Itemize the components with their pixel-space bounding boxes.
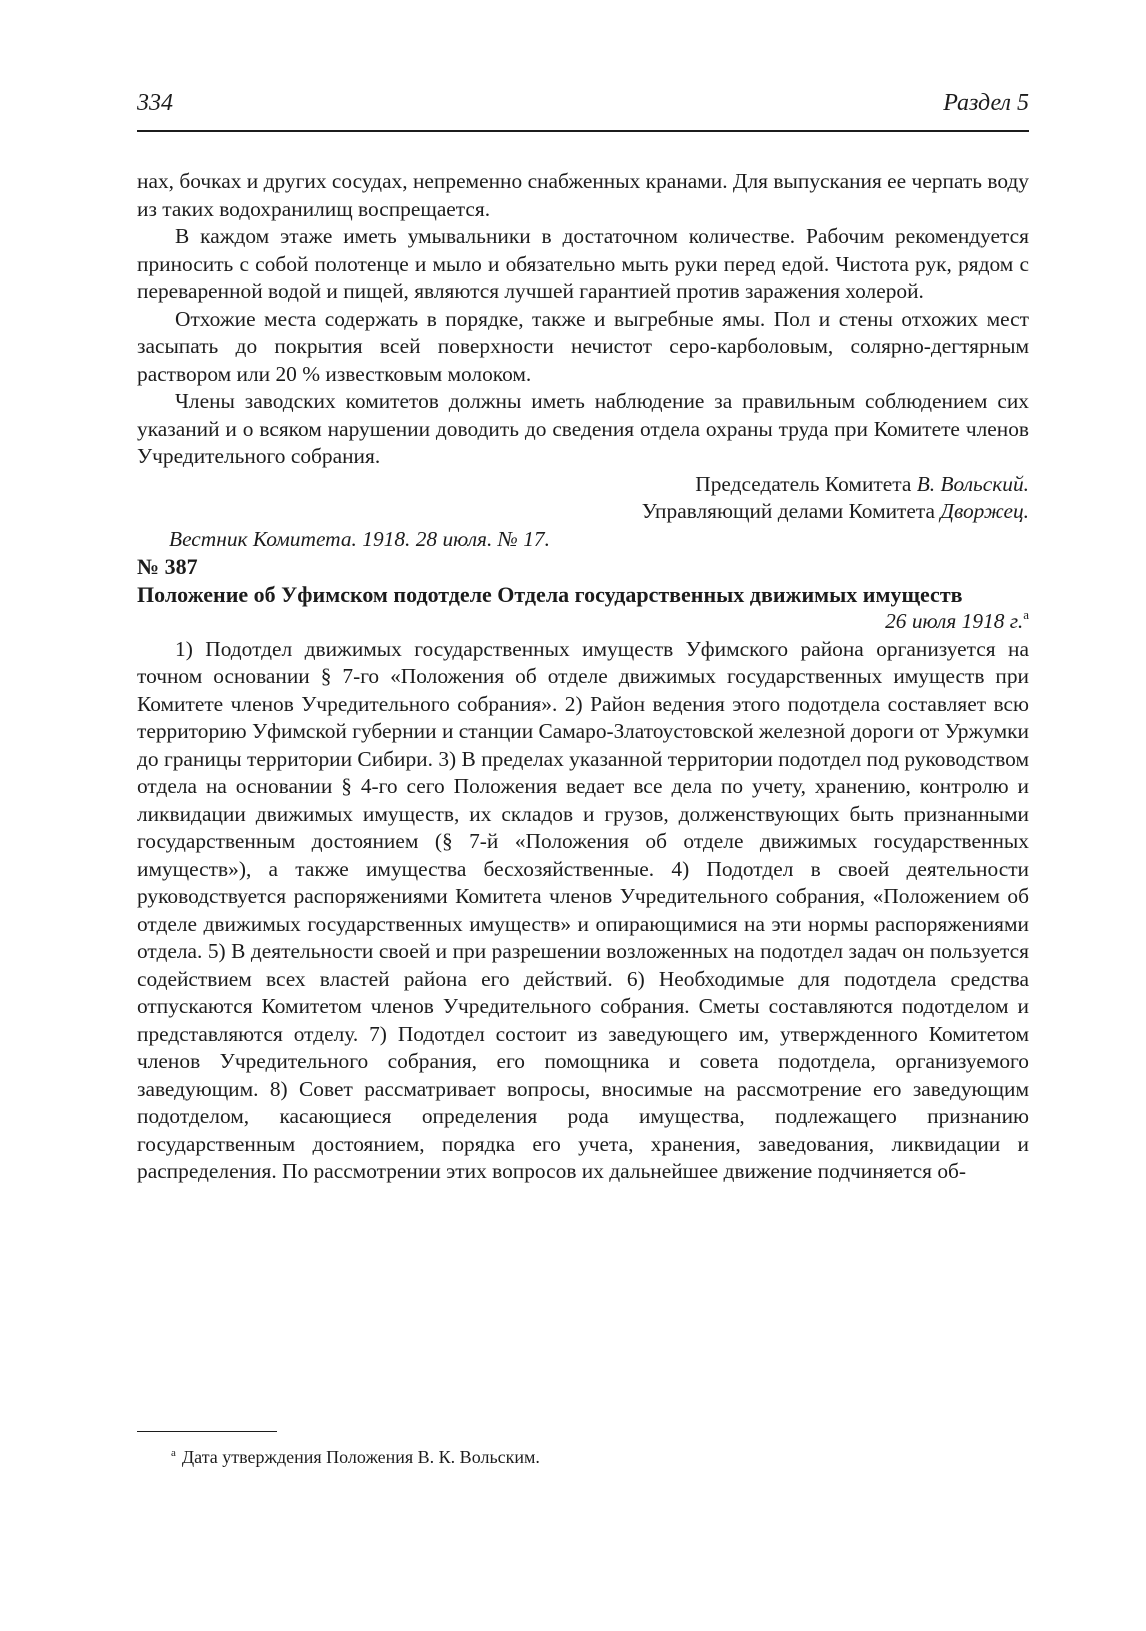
document-number: № 387 <box>137 554 198 579</box>
signature-name: Дворжец. <box>940 499 1029 523</box>
footnote-ref: а <box>1023 607 1029 622</box>
signature-manager <box>137 498 1029 526</box>
paragraph: нах, бочках и других сосудах, непременно снабженных кранами. Для выпускания ее черпать воду из таких водохранилищ воспрещается. <box>137 169 1029 221</box>
paragraph: Отхожие места содержать в порядке, также и выгребные ямы. Пол и стены отхожих мест засыпать до покрытия всей поверхности нечистот серо-карболовым, солярно-дегтярным раствором или 20 % известковым молоком. <box>137 306 1029 386</box>
running-header <box>137 90 1029 132</box>
signature-role: Управляющий делами Комитета <box>641 499 936 523</box>
paragraph: Члены заводских комитетов должны иметь наблюдение за правильным соблюдением сих указаний и о всяком нарушении доводить до сведения отдела охраны труда при Комитете членов Учредительного собрания. <box>137 389 1029 468</box>
signature-role: Председатель Комитета <box>695 471 912 496</box>
signature-name: В. Вольский. <box>916 471 1029 496</box>
paragraph: В каждом этаже иметь умывальники в достаточном количестве. Рабочим рекомендуется приносить с собой полотенце и мыло и обязательно мыть руки перед едой. Чистота рук, рядом с переваренной водой и пищей, являются лучшей гарантией против заражения холерой. <box>137 224 1029 303</box>
footnote-mark: а <box>171 1447 176 1459</box>
footnote <box>171 1446 540 1468</box>
document-body: 1) Подотдел движимых государственных имуществ Уфимского района организуется на точном основании § 7-го «Положения об отделе движимых государственных имуществ при Комитете членов Учредительного собрания». 2) Район ведения этого подотдела составляет всю территорию Уфимской губернии и станции Самаро-Златоустовской железной дороги от Уржумки до границы территории Сибири. 3) В пределах указанной территории подотдел под руководством отдела на основании § 4-го сего Положения ведает все дела по учету, хранению, контролю и ликвидации движимых имуществ, их складов и грузов, долженствующих быть признанными государственным достоянием (§ 7-й «Положения об отделе движимых государственных имуществ»), а также имущества бесхозяйственные. 4) Подотдел в своей деятельности руководствуется распоряжениями Комитета членов Учредительного собрания, «Положением об отделе движимых государственных имуществ» и опирающимися на эти нормы распоряжениями отдела. 5) В деятельности своей и при разрешении возложенных на подотдел задач он пользуется содействием всех властей района его действий. 6) Необходимые для подотдела средства отпускаются Комитетом членов Учредительного собрания. Сметы составляются подотделом и представляются отделу. 7) Подотдел состоит из заведующего им, утвержденного Комитетом членов Учредительного собрания, его помощника и совета подотдела, организуемого заведующим. 8) Совет рассматривает вопросы, вносимые на рассмотрение его заведующим подотделом, касающиеся определения рода имущества, подлежащего признанию государственным достоянием, порядка его учета, хранения, заведования, ликвидации и распределения. По рассмотрении этих вопросов их дальнейшее движение подчиняется об- <box>137 636 1029 1183</box>
date-text: 26 июля 1918 г. <box>885 609 1024 633</box>
document-date <box>137 608 1029 636</box>
footnote-divider <box>137 1431 277 1432</box>
main-text <box>137 168 1029 1186</box>
signature-chairman <box>137 471 1029 499</box>
document-title: Положение об Уфимском подотделе Отдела государственных движимых имуществ <box>137 581 963 607</box>
source-citation: Вестник Комитета. 1918. 28 июля. № 17. <box>169 526 550 551</box>
section-title: Раздел 5 <box>943 90 1029 116</box>
page-number: 334 <box>137 90 173 116</box>
footnote-text: Дата утверждения Положения В. К. Вольским. <box>181 1447 540 1467</box>
